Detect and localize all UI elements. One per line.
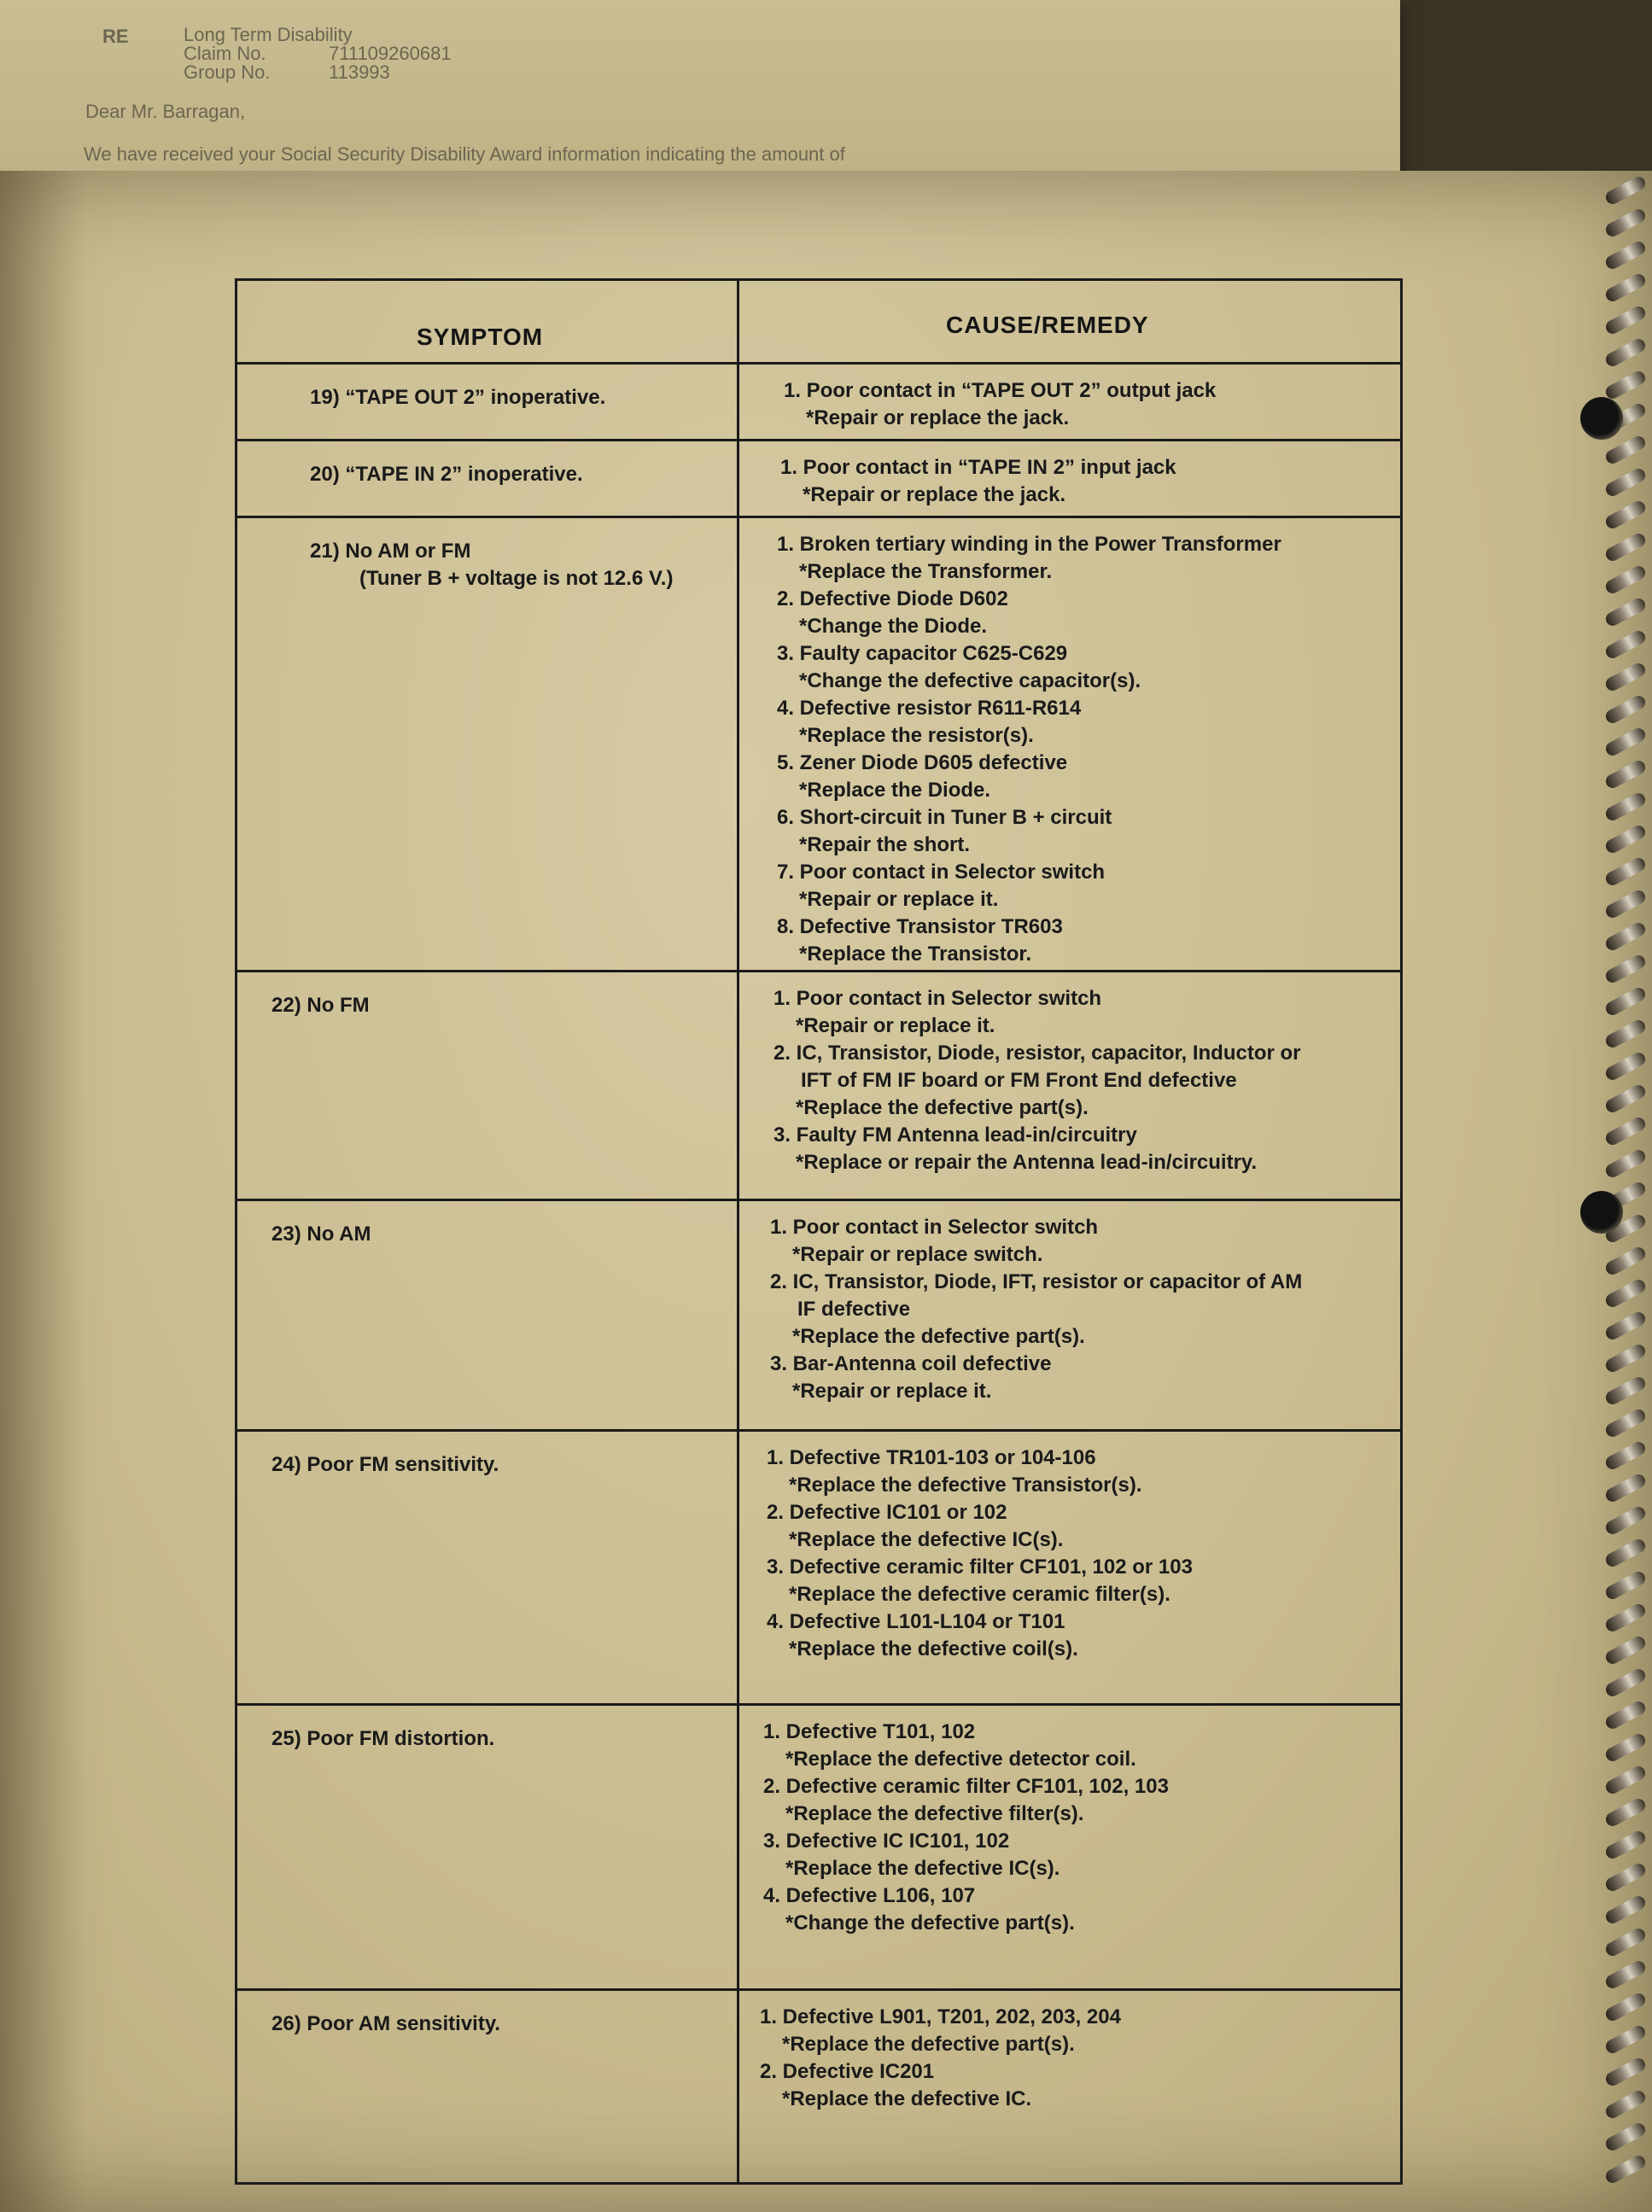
- spiral-coil: [1603, 693, 1648, 726]
- symptom-cell: [310, 463, 583, 487]
- spiral-coil: [1603, 1342, 1648, 1374]
- row-divider: [237, 1429, 1400, 1432]
- spiral-coil: [1603, 1731, 1648, 1764]
- row-divider: [237, 362, 1400, 365]
- remedy-action: *Replace the Diode.: [799, 779, 991, 802]
- remedy-cell: [770, 1214, 1302, 1405]
- spiral-coil: [1603, 1569, 1648, 1602]
- letter-body-line: We have received your Social Security Disability Award information indicating the amount of: [84, 143, 845, 165]
- cause-continuation: IFT of FM IF board or FM Front End defective: [801, 1069, 1237, 1092]
- symptom-text: 19) “TAPE OUT 2” inoperative.: [310, 386, 606, 409]
- letter-group-label: Group No.: [184, 61, 271, 83]
- row-divider: [237, 1703, 1400, 1706]
- spiral-coil: [1603, 855, 1648, 888]
- spiral-coil: [1603, 1894, 1648, 1926]
- spiral-coil: [1603, 499, 1648, 531]
- remedy-action: *Replace the defective IC(s).: [789, 1528, 1064, 1551]
- spiral-coil: [1603, 1796, 1648, 1829]
- header-cause-remedy: CAUSE/REMEDY: [946, 312, 1149, 338]
- spiral-coil: [1603, 563, 1648, 596]
- letter-subject: Long Term Disability: [184, 24, 353, 45]
- remedy-cell: [780, 454, 1176, 509]
- symptom-text: 23) No AM: [271, 1223, 371, 1246]
- spiral-coil: [1603, 1472, 1648, 1504]
- remedy-cell: [777, 531, 1281, 968]
- spiral-coil: [1603, 1374, 1648, 1407]
- spiral-coil: [1603, 174, 1648, 207]
- letter-subject-block: [184, 26, 353, 82]
- remedy-action: *Change the Diode.: [799, 615, 988, 638]
- remedy-action: *Change the defective capacitor(s).: [799, 669, 1141, 692]
- remedy-action: *Replace the defective part(s).: [796, 1096, 1089, 1119]
- remedy-action: *Repair or replace switch.: [792, 1243, 1043, 1266]
- cause-item: 4. Defective L106, 107: [763, 1884, 976, 1907]
- spiral-coil: [1603, 1115, 1648, 1147]
- cause-item: 2. IC, Transistor, Diode, IFT, resistor or capacitor of AM: [770, 1270, 1303, 1293]
- remedy-action: *Change the defective part(s).: [785, 1911, 1075, 1935]
- spiral-coil: [1603, 823, 1648, 855]
- binding-hole: [1580, 397, 1623, 440]
- symptom-cell: [271, 1453, 499, 1477]
- spiral-coil: [1603, 369, 1648, 401]
- cause-item: 4. Defective resistor R611-R614: [777, 697, 1082, 720]
- spiral-coil: [1603, 271, 1648, 304]
- cause-item: 3. Faulty FM Antenna lead-in/circuitry: [773, 1124, 1137, 1147]
- cause-item: 1. Defective TR101-103 or 104-106: [767, 1446, 1096, 1469]
- cause-item: 3. Bar-Antenna coil defective: [770, 1352, 1052, 1375]
- symptom-cell: [271, 1727, 494, 1751]
- cause-item: 1. Poor contact in Selector switch: [770, 1216, 1099, 1239]
- cause-item: 3. Defective ceramic filter CF101, 102 or 103: [767, 1555, 1193, 1579]
- cause-item: 4. Defective L101-L104 or T101: [767, 1610, 1065, 1633]
- spiral-coil: [1603, 336, 1648, 369]
- spiral-coil: [1603, 1147, 1648, 1180]
- spiral-coil: [1603, 1602, 1648, 1634]
- cause-item: 7. Poor contact in Selector switch: [777, 861, 1106, 884]
- cause-item: 1. Defective T101, 102: [763, 1720, 976, 1743]
- symptom-note: (Tuner B + voltage is not 12.6 V.): [359, 567, 674, 590]
- spiral-coil: [1603, 1277, 1648, 1310]
- spiral-coil: [1603, 1310, 1648, 1342]
- remedy-action: *Repair or replace it.: [792, 1380, 992, 1403]
- spiral-coil: [1603, 531, 1648, 563]
- remedy-action: *Replace the resistor(s).: [799, 724, 1034, 747]
- remedy-action: *Replace the defective part(s).: [782, 2033, 1075, 2056]
- cause-item: 3. Defective IC IC101, 102: [763, 1830, 1010, 1853]
- remedy-cell: [760, 2004, 1121, 2113]
- spiral-coil: [1603, 985, 1648, 1018]
- spiral-coil: [1603, 661, 1648, 693]
- spiral-binding: [1601, 171, 1652, 2212]
- cause-item: 2. Defective Diode D602: [777, 587, 1008, 610]
- remedy-action: *Repair or replace the jack.: [803, 483, 1066, 506]
- letter-salutation: Dear Mr. Barragan,: [85, 101, 246, 122]
- troubleshooting-table: [235, 278, 1403, 2185]
- symptom-cell: [310, 540, 673, 591]
- spiral-coil: [1603, 920, 1648, 953]
- symptom-text: 24) Poor FM sensitivity.: [271, 1453, 499, 1476]
- symptom-text: 26) Poor AM sensitivity.: [271, 2012, 501, 2035]
- cause-item: 5. Zener Diode D605 defective: [777, 751, 1068, 774]
- spiral-coil: [1603, 791, 1648, 823]
- spiral-coil: [1603, 1926, 1648, 1958]
- spiral-coil: [1603, 2088, 1648, 2121]
- spiral-coil: [1603, 1050, 1648, 1083]
- cause-item: 1. Poor contact in Selector switch: [773, 987, 1102, 1010]
- spiral-coil: [1603, 1829, 1648, 1861]
- spiral-coil: [1603, 726, 1648, 758]
- remedy-action: *Replace the defective ceramic filter(s).: [789, 1583, 1170, 1606]
- letter-claim-no: 711109260681: [329, 43, 452, 64]
- cause-item: 8. Defective Transistor TR603: [777, 915, 1063, 938]
- letter-values-block: [329, 44, 452, 82]
- spiral-coil: [1603, 1634, 1648, 1666]
- cause-item: 1. Defective L901, T201, 202, 203, 204: [760, 2005, 1121, 2028]
- remedy-action: *Replace the defective coil(s).: [789, 1637, 1078, 1660]
- header-symptom: SYMPTOM: [417, 324, 544, 350]
- row-divider: [237, 1199, 1400, 1201]
- remedy-cell: [767, 1445, 1193, 1663]
- remedy-action: *Replace the defective Transistor(s).: [789, 1474, 1142, 1497]
- symptom-text: 21) No AM or FM: [310, 540, 471, 563]
- spiral-coil: [1603, 2023, 1648, 2056]
- remedy-cell: [784, 377, 1216, 432]
- symptom-text: 22) No FM: [271, 994, 370, 1017]
- spiral-coil: [1603, 1861, 1648, 1894]
- spiral-coil: [1603, 1699, 1648, 1731]
- cause-item: 2. Defective IC101 or 102: [767, 1501, 1007, 1524]
- row-divider: [237, 516, 1400, 518]
- spiral-coil: [1603, 2056, 1648, 2088]
- cause-item: 2. Defective IC201: [760, 2060, 935, 2083]
- spiral-coil: [1603, 2121, 1648, 2153]
- spiral-coil: [1603, 1958, 1648, 1991]
- symptom-cell: [271, 1223, 371, 1246]
- spiral-coil: [1603, 466, 1648, 499]
- row-divider: [237, 439, 1400, 441]
- symptom-cell: [310, 386, 605, 410]
- spiral-coil: [1603, 1083, 1648, 1115]
- spiral-coil: [1603, 1439, 1648, 1472]
- spiral-coil: [1603, 1666, 1648, 1699]
- spiral-coil: [1603, 1537, 1648, 1569]
- cause-item: 2. Defective ceramic filter CF101, 102, 103: [763, 1775, 1169, 1798]
- symptom-text: 25) Poor FM distortion.: [271, 1727, 495, 1750]
- spiral-coil: [1603, 1764, 1648, 1796]
- spiral-coil: [1603, 1018, 1648, 1050]
- letter-claim-label: Claim No.: [184, 43, 266, 64]
- spiral-coil: [1603, 758, 1648, 791]
- letter-re-label: RE: [102, 26, 129, 47]
- remedy-action: *Repair or replace it.: [799, 888, 999, 911]
- spiral-coil: [1603, 1245, 1648, 1277]
- spiral-coil: [1603, 207, 1648, 239]
- symptom-text: 20) “TAPE IN 2” inoperative.: [310, 463, 583, 486]
- remedy-action: *Repair or replace it.: [796, 1014, 995, 1037]
- remedy-action: *Repair the short.: [799, 833, 971, 856]
- remedy-action: *Replace the defective IC(s).: [785, 1857, 1060, 1880]
- cause-item: 1. Broken tertiary winding in the Power Transformer: [777, 533, 1281, 556]
- spiral-coil: [1603, 1407, 1648, 1439]
- cause-item: 6. Short-circuit in Tuner B + circuit: [777, 806, 1112, 829]
- remedy-action: *Replace the defective detector coil.: [785, 1748, 1136, 1771]
- remedy-action: *Replace the defective part(s).: [792, 1325, 1085, 1348]
- spiral-coil: [1603, 596, 1648, 628]
- symptom-cell: [271, 2012, 500, 2036]
- remedy-action: *Replace the defective filter(s).: [785, 1802, 1084, 1825]
- spiral-coil: [1603, 434, 1648, 466]
- symptom-cell: [271, 994, 370, 1018]
- spiral-coil: [1603, 628, 1648, 661]
- remedy-action: *Replace the Transformer.: [799, 560, 1053, 583]
- cause-item: 3. Faulty capacitor C625-C629: [777, 642, 1068, 665]
- cause-item: 1. Poor contact in “TAPE OUT 2” output jack: [784, 379, 1217, 402]
- spiral-coil: [1603, 1504, 1648, 1537]
- remedy-cell: [763, 1719, 1169, 1937]
- spiral-coil: [1603, 239, 1648, 271]
- remedy-action: *Replace the Transistor.: [799, 943, 1032, 966]
- spiral-coil: [1603, 953, 1648, 985]
- row-divider: [237, 970, 1400, 972]
- column-divider: [737, 281, 739, 2182]
- remedy-action: *Replace the defective IC.: [782, 2087, 1032, 2110]
- spiral-coil: [1603, 304, 1648, 336]
- cause-item: 1. Poor contact in “TAPE IN 2” input jack: [780, 456, 1176, 479]
- remedy-action: *Replace or repair the Antenna lead-in/circuitry.: [796, 1151, 1258, 1174]
- spiral-coil: [1603, 2153, 1648, 2186]
- spiral-coil: [1603, 888, 1648, 920]
- remedy-cell: [773, 985, 1301, 1176]
- letter-group-no: 113993: [329, 61, 390, 83]
- row-divider: [237, 1988, 1400, 1991]
- cause-item: 2. IC, Transistor, Diode, resistor, capacitor, Inductor or: [773, 1042, 1301, 1065]
- spiral-coil: [1603, 1991, 1648, 2023]
- cause-continuation: IF defective: [797, 1298, 911, 1321]
- binding-hole: [1580, 1191, 1623, 1234]
- remedy-action: *Repair or replace the jack.: [806, 406, 1070, 429]
